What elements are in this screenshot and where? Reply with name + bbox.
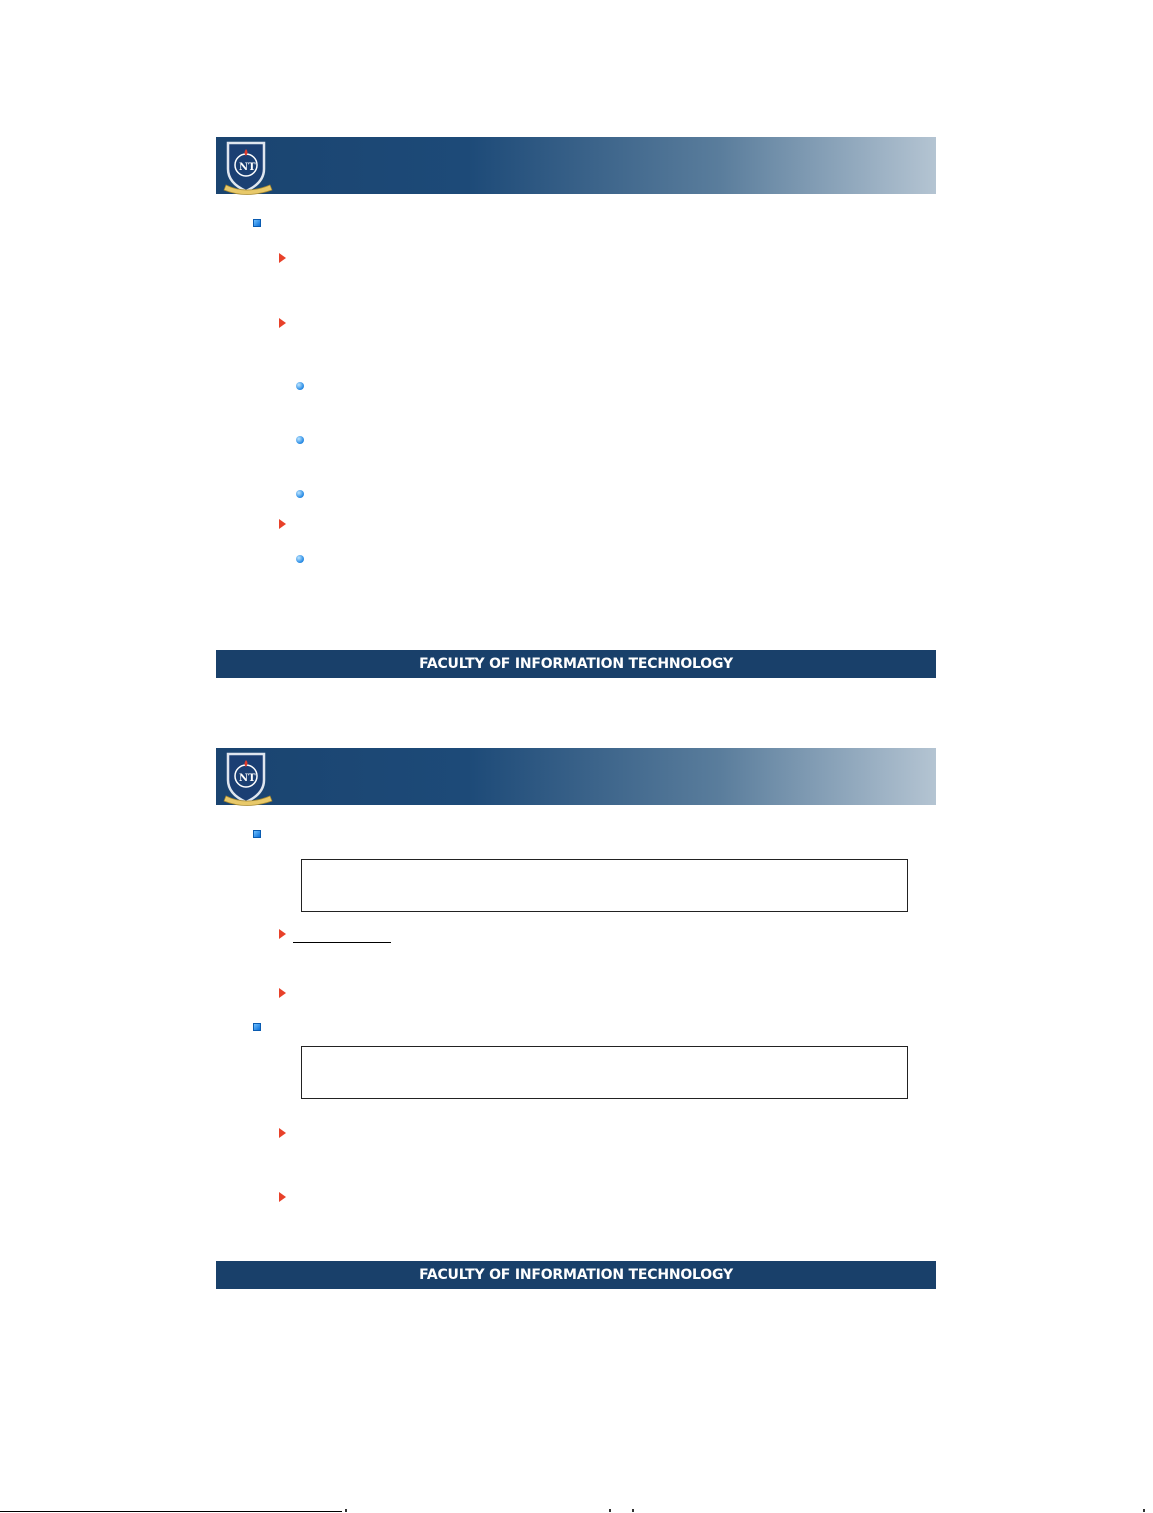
svg-text:NT: NT bbox=[239, 162, 256, 173]
slide-footer bbox=[216, 1261, 936, 1289]
slide-footer bbox=[216, 650, 936, 678]
bullet-arrow-icon bbox=[279, 1192, 286, 1202]
page-mark bbox=[1143, 1509, 1145, 1512]
bullet-arrow-icon bbox=[279, 988, 286, 998]
bullet-arrow-icon bbox=[279, 1128, 286, 1138]
footnote-rule bbox=[0, 1511, 342, 1512]
bullet-square-icon bbox=[253, 219, 261, 227]
bullet-arrow-icon bbox=[279, 318, 286, 328]
svg-text:NT: NT bbox=[239, 773, 256, 784]
bullet-square-icon bbox=[253, 830, 261, 838]
page-mark bbox=[609, 1509, 611, 1512]
slide-2 bbox=[216, 748, 936, 1289]
page-mark bbox=[345, 1509, 347, 1512]
university-logo-icon bbox=[220, 139, 280, 197]
text-box bbox=[301, 859, 908, 912]
footer-text: FACULTY OF INFORMATION TECHNOLOGY bbox=[419, 656, 733, 672]
bullet-circle-icon bbox=[296, 555, 304, 563]
bullet-circle-icon bbox=[296, 382, 304, 390]
bullet-circle-icon bbox=[296, 436, 304, 444]
slide-header bbox=[216, 748, 936, 805]
bullet-arrow-icon bbox=[279, 519, 286, 529]
footer-text: FACULTY OF INFORMATION TECHNOLOGY bbox=[419, 1267, 733, 1283]
slide-1 bbox=[216, 137, 936, 678]
bullet-circle-icon bbox=[296, 490, 304, 498]
bullet-arrow-icon bbox=[279, 253, 286, 263]
bullet-square-icon bbox=[253, 1023, 261, 1031]
underline-rule bbox=[293, 942, 391, 943]
university-logo-icon bbox=[220, 750, 280, 808]
page-mark bbox=[632, 1509, 634, 1512]
text-box bbox=[301, 1046, 908, 1099]
bullet-arrow-icon bbox=[279, 929, 286, 939]
slide-header bbox=[216, 137, 936, 194]
